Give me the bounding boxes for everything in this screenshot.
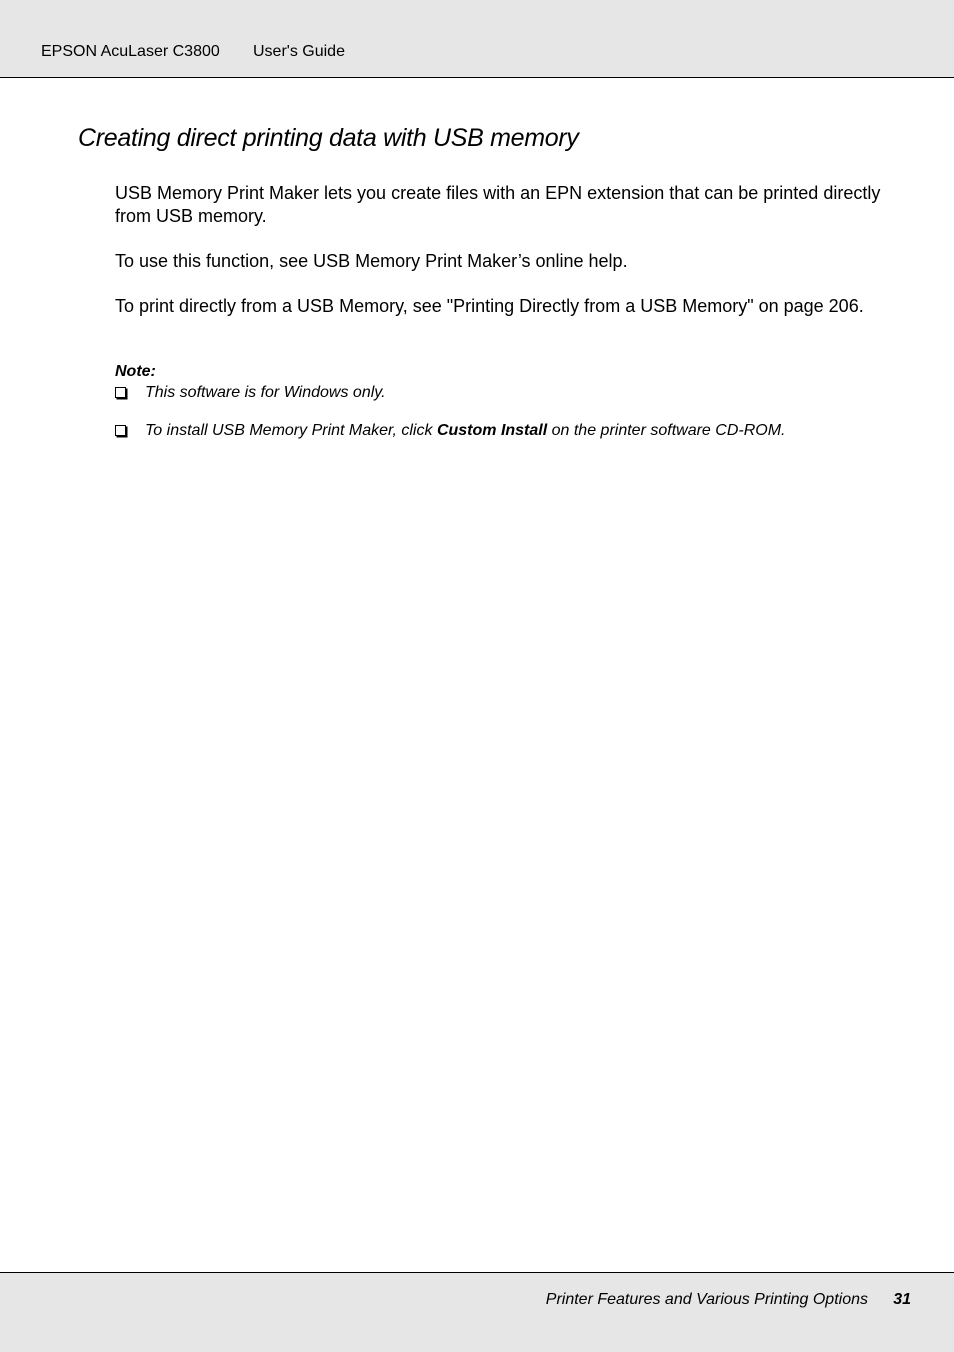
page-footer: [0, 1272, 954, 1352]
note-text-after: on the printer software CD-ROM.: [547, 422, 786, 439]
note-label: Note:: [115, 363, 156, 380]
note-text: [145, 422, 785, 440]
paragraph-print-directly: To print directly from a USB Memory, see "Printing Directly from a USB Memory" on page 206.: [115, 296, 864, 316]
paragraph-intro: USB Memory Print Maker lets you create files with an EPN extension that can be printed directly from USB memory.: [115, 183, 881, 226]
paragraph-online-help: To use this function, see USB Memory Print Maker’s online help.: [115, 251, 628, 271]
footer-section-title: Printer Features and Various Printing Options: [545, 1291, 868, 1308]
note-text-before: To install USB Memory Print Maker, click: [145, 422, 437, 439]
checkbox-bullet-icon: [115, 387, 126, 398]
section-title: Creating direct printing data with USB memory: [78, 124, 579, 152]
note-text-bold: Custom Install: [436, 422, 548, 439]
page-header: [0, 0, 954, 78]
header-product-name: EPSON AcuLaser C3800: [41, 43, 220, 60]
note-text: This software is for Windows only.: [145, 384, 386, 401]
checkbox-bullet-icon: [115, 425, 126, 436]
footer-page-number: 31: [893, 1291, 911, 1308]
header-guide-name: User's Guide: [253, 43, 345, 60]
